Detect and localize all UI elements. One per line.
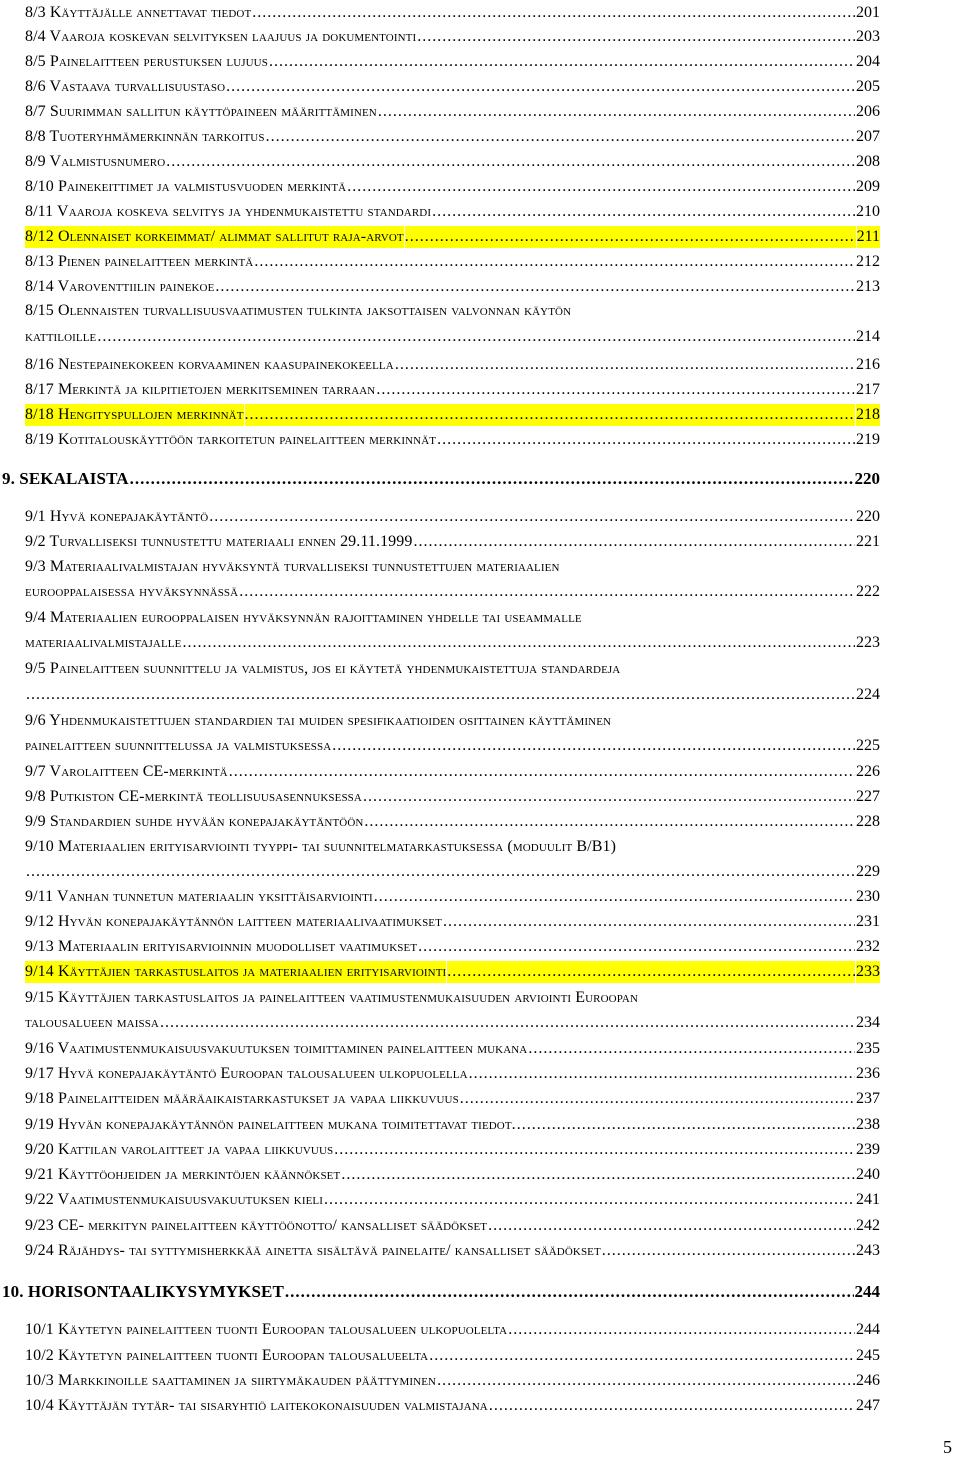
toc-entry-title: 9/7 Varolaitteen CE-merkintä: [25, 763, 228, 780]
toc-entry-title: materiaalivalmistajalle: [25, 634, 182, 651]
toc-entry-title: 8/4 Vaaroja koskevan selvityksen laajuus ja dokumentointi: [25, 28, 417, 45]
toc-entry-title: 8/18 Hengityspullojen merkinnät: [25, 404, 244, 426]
toc-page-number: 244: [856, 1321, 880, 1338]
toc-page-number: 243: [856, 1242, 880, 1259]
dot-leader: [364, 811, 855, 833]
toc-entry-title: 9/24 Räjähdys- tai syttymisherkkää ainetta sisältävä painelaite/ kansalliset säädökset: [25, 1242, 601, 1259]
toc-page-number: 205: [856, 78, 880, 95]
dot-leader: [266, 126, 855, 148]
toc-page-number: 201: [856, 4, 880, 21]
toc-page-number: 217: [856, 381, 880, 398]
toc-entry-title: 9/12 Hyvän konepajakäytännön laitteen materiaalivaatimukset: [25, 913, 442, 930]
dot-leader: [334, 1139, 855, 1161]
dot-leader: [517, 1114, 855, 1136]
toc-page-number: 229: [856, 863, 880, 880]
dot-leader: [508, 1319, 855, 1341]
toc-page-number: 218: [856, 404, 880, 426]
toc-page-number: 220: [856, 508, 880, 525]
dot-leader: [347, 176, 855, 198]
toc-entry-title: 9/9 Standardien suhde hyvään konepajakäytäntöön: [25, 813, 364, 830]
toc-page-number: 210: [856, 203, 880, 220]
dot-leader: [239, 581, 855, 603]
toc-page-number: 237: [856, 1090, 880, 1107]
toc-entry-title: 9/15 Käyttäjien tarkastuslaitos ja painelaitteen vaatimustenmukaisuuden arviointi Euroopan: [25, 989, 639, 1006]
toc-entry-title: 9/1 Hyvä konepajakäytäntö: [25, 508, 209, 525]
dot-leader: [528, 1038, 855, 1060]
toc-page-number: 247: [856, 1397, 880, 1414]
dot-leader: [226, 76, 855, 98]
dot-leader: [432, 201, 855, 223]
toc-entry-title: 8/10 Painekeittimet ja valmistusvuoden merkintä: [25, 178, 347, 195]
toc-entry-title: 9/10 Materiaalien erityisarviointi tyyppi- tai suunnitelmatarkastuksessa (moduulit B/B1): [25, 838, 617, 855]
toc-entry-title: 10/1 Käytetyn painelaitteen tuonti Euroopan talousalueen ulkopuolelta: [25, 1321, 508, 1338]
dot-leader: [363, 786, 855, 808]
toc-page-number: 219: [856, 431, 880, 448]
toc-page-number: 222: [856, 583, 880, 600]
dot-leader: [414, 531, 856, 553]
dot-leader: [395, 354, 855, 376]
dot-leader: [460, 1088, 855, 1110]
toc-entry-title: 9/16 Vaatimustenmukaisuusvakuutuksen toimittaminen painelaitteen mukana: [25, 1040, 528, 1057]
toc-entry-title: 9/3 Materiaalivalmistajan hyväksyntä turvalliseksi tunnustettujen materiaalien: [25, 558, 560, 575]
dot-leader: [602, 1240, 855, 1262]
toc-page-number: 220: [854, 469, 880, 488]
dot-leader: [324, 1189, 855, 1211]
dot-leader: [26, 684, 855, 706]
toc-page-number: 240: [856, 1166, 880, 1183]
toc-entry-title: 10/2 Käytetyn painelaitteen tuonti Euroopan talousalueelta: [25, 1347, 429, 1364]
toc-page-number: 208: [856, 153, 880, 170]
toc-entry-title: 8/17 Merkintä ja kilpitietojen merkitseminen tarraan: [25, 381, 376, 398]
toc-page-number: 203: [856, 28, 880, 45]
toc-page-number: 206: [856, 103, 880, 120]
dot-leader: [245, 404, 855, 426]
dot-leader: [269, 51, 855, 73]
toc-page-number: 209: [856, 178, 880, 195]
toc-entry-title: 9/20 Kattilan varolaitteet ja vapaa liikkuvuus: [25, 1141, 334, 1158]
toc-page-number: 224: [856, 686, 880, 703]
dot-leader: [417, 26, 855, 48]
toc-entry-title: 8/6 Vastaava turvallisuustaso: [25, 78, 226, 95]
toc-page-number: 235: [856, 1040, 880, 1057]
dot-leader: [443, 911, 855, 933]
toc-page-number: 230: [856, 888, 880, 905]
toc-entry-title: 9/8 Putkiston CE-merkintä teollisuusasennuksessa: [25, 788, 362, 805]
toc-entry-title: kattiloille: [25, 328, 97, 345]
toc-entry-title: 9/21 Käyttöohjeiden ja merkintöjen käännökset: [25, 1166, 341, 1183]
toc-page-number: 207: [856, 128, 880, 145]
dot-leader: [229, 761, 855, 783]
dot-leader: [469, 1063, 855, 1085]
toc-page-number: 242: [856, 1217, 880, 1234]
dot-leader: [209, 506, 855, 528]
toc-page-number: 223: [856, 634, 880, 651]
toc-page-number: 244: [854, 1282, 880, 1301]
toc-page-number: 214: [856, 328, 880, 345]
dot-leader: [252, 2, 855, 24]
toc-entry-title: 8/9 Valmistusnumero: [25, 153, 166, 170]
toc-page-number: 211: [857, 226, 880, 248]
toc-page-number: 245: [856, 1347, 880, 1364]
dot-leader: [489, 1395, 855, 1417]
dot-leader: [285, 1281, 854, 1303]
toc-page-number: 239: [856, 1141, 880, 1158]
toc-page-number: 204: [856, 53, 880, 70]
dot-leader: [437, 1370, 855, 1392]
dot-leader: [405, 226, 856, 248]
toc-page-number: 228: [856, 813, 880, 830]
toc-page-number: 227: [856, 788, 880, 805]
toc-entry-title: 9/17 Hyvä konepajakäytäntö Euroopan talousalueen ulkopuolella: [25, 1065, 468, 1082]
toc-entry-title: 8/15 Olennaisten turvallisuusvaatimusten tulkinta jaksottaisen valvonnan käytön: [25, 302, 572, 319]
toc-entry-title: 8/12 Olennaiset korkeimmat/ alimmat sallitut raja-arvot: [25, 226, 404, 248]
toc-entry-title: 9/14 Käyttäjien tarkastuslaitos ja materiaalien erityisarviointi: [25, 961, 446, 983]
toc-entry-title: 8/16 Nestepainekokeen korvaaminen kaasupainekokeella: [25, 356, 394, 373]
toc-entry-title: 8/11 Vaaroja koskeva selvitys ja yhdenmukaistettu standardi: [25, 203, 432, 220]
toc-entry-title: 9/13 Materiaalin erityisarvioinnin muodolliset vaatimukset: [25, 938, 418, 955]
toc-entry-title: 8/14 Varoventtiilin painekoe: [25, 278, 215, 295]
toc-page-number: 238: [856, 1116, 880, 1133]
dot-leader: [254, 251, 855, 273]
toc-entry-title: 8/5 Painelaitteen perustuksen lujuus: [25, 53, 268, 70]
dot-leader: [215, 276, 855, 298]
toc-page-number: 216: [856, 356, 880, 373]
toc-entry-title: 8/8 Tuoteryhmämerkinnän tarkoitus: [25, 128, 265, 145]
toc-entry-title: 9/2 Turvalliseksi tunnustettu materiaali ennen 29.11.1999: [25, 533, 413, 550]
toc-entry-title: 8/13 Pienen painelaitteen merkintä: [25, 253, 254, 270]
toc-entry-title: 8/3 Käyttäjälle annettavat tiedot: [25, 4, 252, 21]
toc-page-number: 241: [856, 1191, 880, 1208]
toc-page-number: 225: [856, 737, 880, 754]
toc-entry-title: 9/11 Vanhan tunnetun materiaalin yksittäisarviointi: [25, 888, 373, 905]
dot-leader: [429, 1345, 855, 1367]
toc-entry-title: 9/5 Painelaitteen suunnittelu ja valmistus, jos ei käytetä yhdenmukaistettuja standardeja: [25, 660, 621, 677]
toc-entry-title: eurooppalaisessa hyväksynnässä: [25, 583, 239, 600]
toc-page-number: 234: [856, 1014, 880, 1031]
toc-entry-title: 10/4 Käyttäjän tytär- tai sisaryhtiö laitekokonaisuuden valmistajana: [25, 1397, 488, 1414]
toc-entry-title: 9. SEKALAISTA: [2, 469, 129, 488]
toc-entry-title: 8/19 Kotitalouskäyttöön tarkoitetun painelaitteen merkinnät: [25, 431, 437, 448]
dot-leader: [130, 468, 854, 490]
dot-leader: [378, 101, 855, 123]
toc-entry-title: 9/18 Painelaitteiden määräaikaistarkastukset ja vapaa liikkuvuus: [25, 1090, 459, 1107]
dot-leader: [182, 632, 855, 654]
toc-page-number: 212: [856, 253, 880, 270]
toc-entry-title: 9/23 CE- merkityn painelaitteen käyttöönotto/ kansalliset säädökset: [25, 1217, 488, 1234]
toc-entry-title: 9/19 Hyvän konepajakäytännön painelaitteen mukana toimitettavat tiedot.: [25, 1116, 516, 1133]
dot-leader: [376, 379, 855, 401]
toc-page-number: 233: [856, 961, 880, 983]
dot-leader: [447, 961, 855, 983]
toc-page-number: 213: [856, 278, 880, 295]
toc-entry-title: 10/3 Markkinoille saattaminen ja siirtymäkauden päättyminen: [25, 1372, 437, 1389]
dot-leader: [437, 429, 855, 451]
dot-leader: [166, 151, 855, 173]
toc-page-number: 221: [856, 533, 880, 550]
dot-leader: [332, 735, 855, 757]
dot-leader: [418, 936, 855, 958]
toc-page-number: 236: [856, 1065, 880, 1082]
toc-entry-title: painelaitteen suunnittelussa ja valmistuksessa: [25, 737, 332, 754]
toc-page-number: 232: [856, 938, 880, 955]
dot-leader: [374, 886, 855, 908]
toc-entry-title: 9/6 Yhdenmukaistettujen standardien tai muiden spesifikaatioiden osittainen käyttäminen: [25, 712, 612, 729]
toc-entry-title: 8/7 Suurimman sallitun käyttöpaineen määrittäminen: [25, 103, 377, 120]
toc-entry-title: 9/22 Vaatimustenmukaisuusvakuutuksen kieli: [25, 1191, 323, 1208]
toc-page-number: 231: [856, 913, 880, 930]
toc-page-number: 226: [856, 763, 880, 780]
toc-page-number: 246: [856, 1372, 880, 1389]
dot-leader: [97, 326, 855, 348]
dot-leader: [160, 1012, 855, 1034]
dot-leader: [341, 1164, 855, 1186]
toc-entry-title: 10. HORISONTAALIKYSYMYKSET: [2, 1282, 284, 1301]
dot-leader: [488, 1215, 855, 1237]
toc-entry-title: 9/4 Materiaalien eurooppalaisen hyväksynnän rajoittaminen yhdelle tai useammalle: [25, 609, 582, 626]
page-number: 5: [943, 1437, 952, 1457]
toc-entry-title: talousalueen maissa: [25, 1014, 159, 1031]
dot-leader: [26, 861, 855, 883]
